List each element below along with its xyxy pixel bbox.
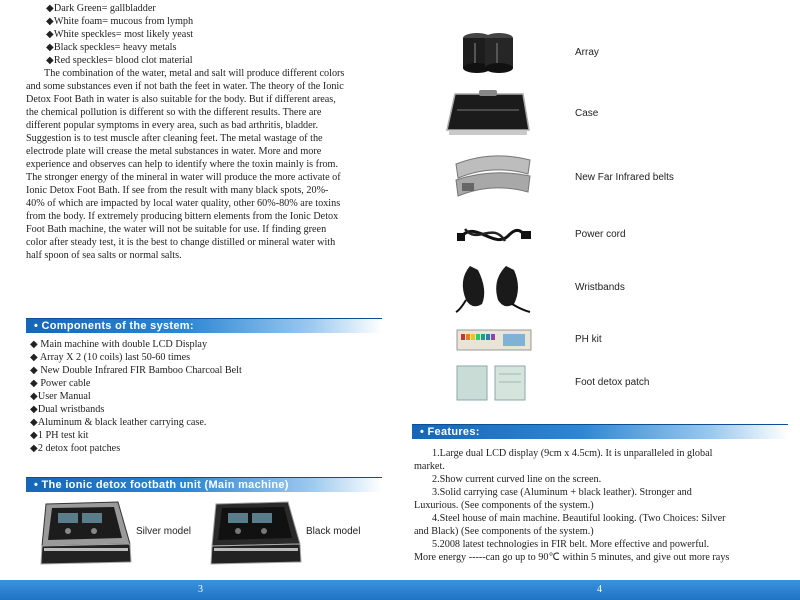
black-model-label: Black model [306, 526, 361, 537]
component-item: ◆Aluminum & black leather carrying case. [30, 417, 207, 428]
body-line: half spoon of sea salts or normal salts. [26, 250, 182, 261]
body-line: The combination of the water, metal and salt will produce different colors [44, 68, 345, 79]
right-page [400, 0, 800, 600]
intro-bullet: ◆Black speckles= heavy metals [46, 42, 177, 53]
feature-line: 1.Large dual LCD display (9cm x 4.5cm). It is unparalleled in global [432, 448, 713, 459]
component-item: ◆Dual wristbands [30, 404, 105, 415]
body-line: The stronger energy of the mineral in water will produce the more activate of [26, 172, 341, 183]
body-line: from the body. If extremely producing bittern elements from the Ionic Detox [26, 211, 339, 222]
part-label-infrared-belts: New Far Infrared belts [575, 172, 674, 183]
part-label-power-cord: Power cord [575, 229, 626, 240]
feature-line: 2.Show current curved line on the screen. [432, 474, 602, 485]
features-heading-text: • Features: [420, 426, 480, 438]
feature-line: Luxurious. (See components of the system.) [414, 500, 594, 511]
body-line: experience and observes can help to identify where the toxin mainly is from. [26, 159, 339, 170]
body-line: Ionic Detox Foot Bath. If see from the result with many black spots, 20%- [26, 185, 329, 196]
body-line: electrode plate will crease the metal substances in water. More and more [26, 146, 322, 157]
part-label-array: Array [575, 47, 599, 58]
infrared-belts-icon [452, 150, 534, 202]
power-cord-icon [455, 215, 535, 255]
features-heading [412, 424, 788, 439]
body-line: Foot Bath machine, the water will not be suitable for use. If finding green [26, 224, 327, 235]
page-number-right: 4 [597, 584, 602, 595]
component-item: ◆ Array X 2 (10 coils) last 50-60 times [30, 352, 191, 363]
feature-line: 3.Solid carrying case (Aluminum + black leather). Stronger and [432, 487, 692, 498]
array-coils-icon [460, 28, 516, 78]
components-heading-text: • Components of the system: [34, 320, 194, 332]
silver-model-label: Silver model [136, 526, 192, 537]
intro-bullet: ◆Red speckles= blood clot material [46, 55, 193, 66]
body-line: the chemical pollution is different so with the different results. There are [26, 107, 322, 118]
intro-bullet: ◆White foam= mucous from lymph [46, 16, 194, 27]
footer-band [0, 580, 800, 600]
feature-line: and Black) (See components of the system.) [414, 526, 594, 537]
part-label-case: Case [575, 108, 599, 119]
silver-model-machine-image [38, 500, 133, 568]
component-item: ◆ Main machine with double LCD Display [30, 339, 208, 350]
foot-patch-icon [455, 364, 537, 404]
page-number-left: 3 [198, 584, 203, 595]
ph-kit-icon [455, 326, 535, 354]
body-line: color after steady test, it is the best to change distilled or mineral water with [26, 237, 336, 248]
intro-bullet: ◆White speckles= most likely yeast [46, 29, 194, 40]
component-item: ◆1 PH test kit [30, 430, 89, 441]
part-label-wristbands: Wristbands [575, 282, 625, 293]
intro-bullet: ◆Dark Green= gallbladder [46, 3, 156, 14]
component-item: ◆2 detox foot patches [30, 443, 121, 454]
feature-line: 5.2008 latest technologies in FIR belt. More effective and powerful. [432, 539, 710, 550]
carrying-case-icon [445, 90, 531, 138]
part-label-foot-patch: Foot detox patch [575, 377, 650, 388]
main-unit-heading [26, 477, 382, 492]
main-unit-heading-text: • The ionic detox footbath unit (Main machine) [34, 479, 289, 491]
component-item: ◆ Power cable [30, 378, 91, 389]
body-line: different popular symptoms in every area, such as bad arthritis, bladder. [26, 120, 319, 131]
feature-line: 4.Steel house of main machine. Beautiful looking. (Two Choices: Silver [432, 513, 726, 524]
body-line: and some substances even if not bath the feet in water. The theory of the Ionic [26, 81, 344, 92]
feature-line: market. [414, 461, 445, 472]
body-line: Detox Foot Bath in water is also suitable for the body. But if different areas, [26, 94, 336, 105]
component-item: ◆ New Double Infrared FIR Bamboo Charcoal Belt [30, 365, 242, 376]
components-heading [26, 318, 382, 333]
feature-line: More energy -----can go up to 90℃ within 5 minutes, and give out more rays [414, 552, 730, 563]
body-line: Suggestion is to test muscle after cleaning feet. The metal wastage of the [26, 133, 323, 144]
body-line: 40% of which are impacted by local water quality, other 60%-80% are toxins [26, 198, 341, 209]
black-model-machine-image [208, 500, 303, 568]
part-label-ph-kit: PH kit [575, 334, 602, 345]
wristbands-icon [452, 260, 532, 314]
component-item: ◆User Manual [30, 391, 91, 402]
